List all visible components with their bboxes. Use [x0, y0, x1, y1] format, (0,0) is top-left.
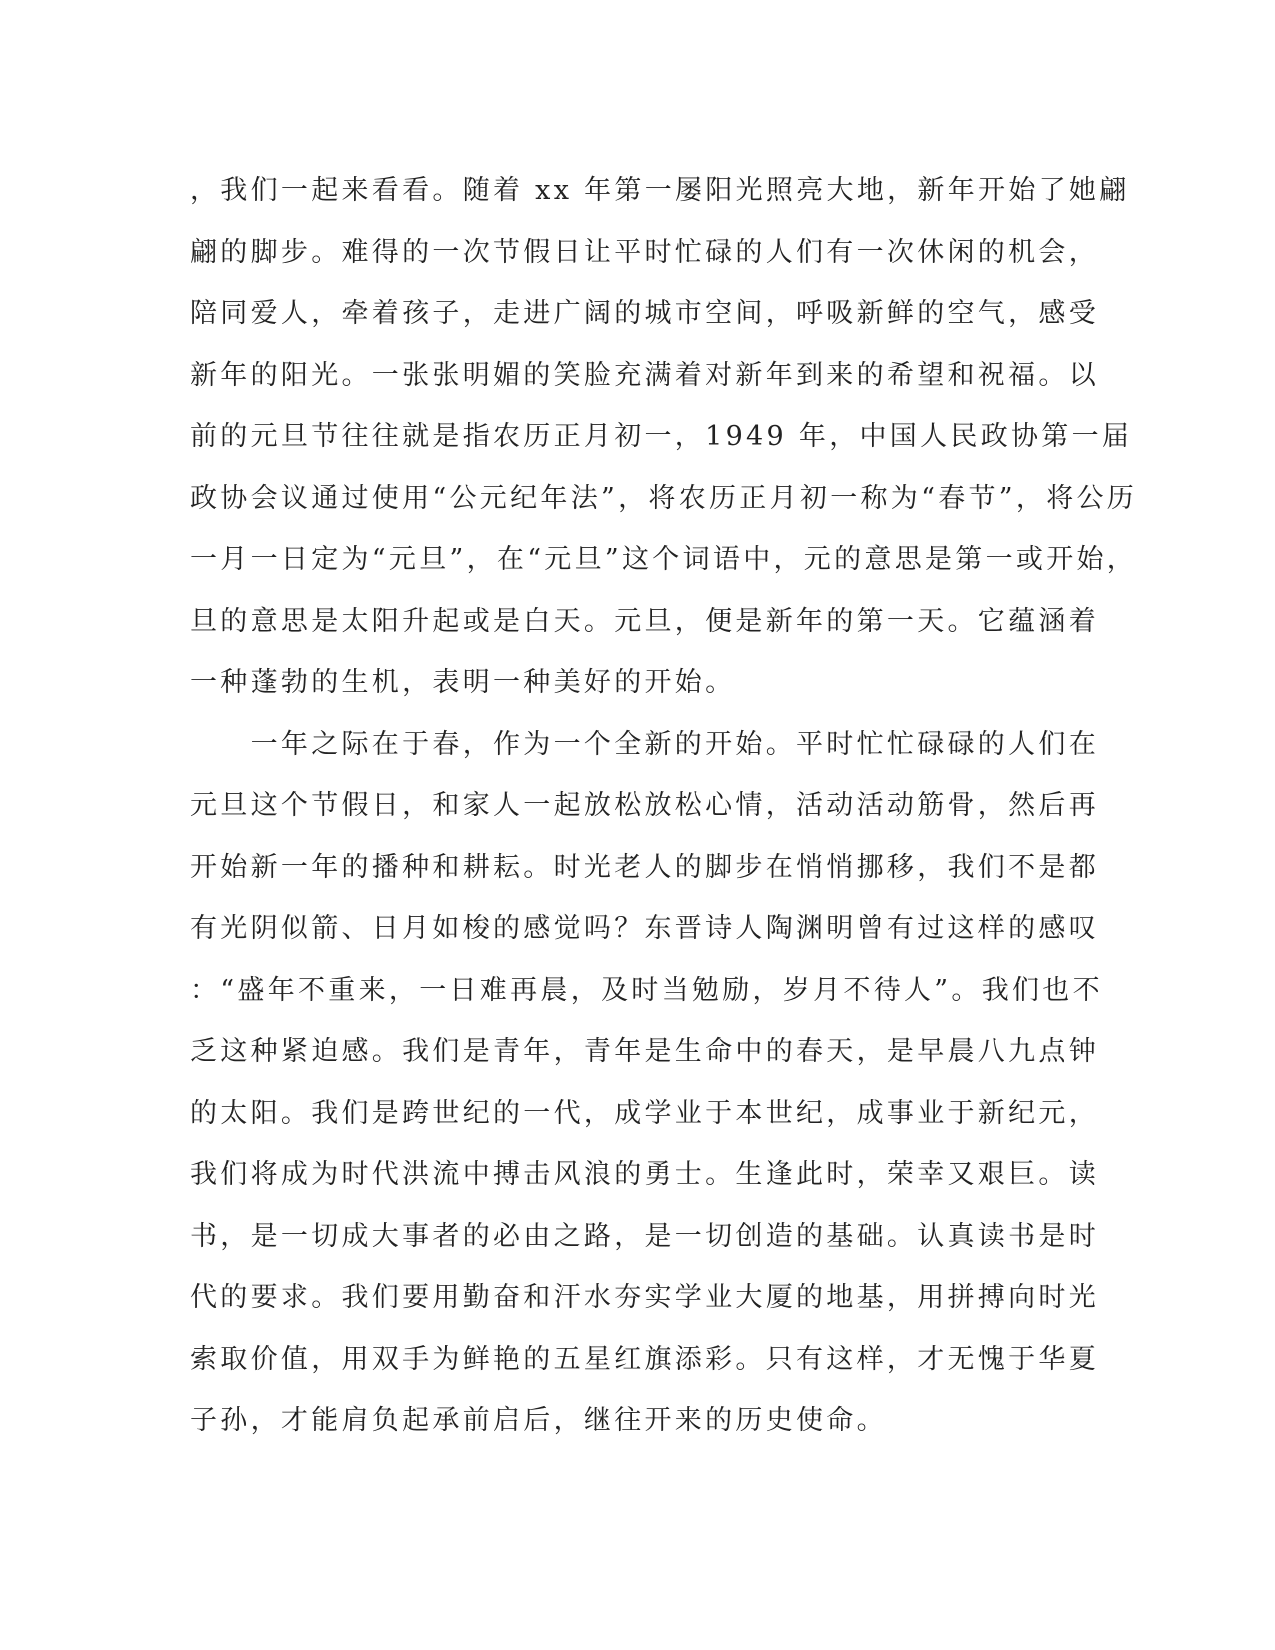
text-line: 翩的脚步。难得的一次节假日让平时忙碌的人们有一次休闲的机会， [190, 236, 1099, 268]
text-line: 旦的意思是太阳升起或是白天。元旦，便是新年的第一天。它蕴涵着 [190, 605, 1099, 637]
text-line: 索取价值，用双手为鲜艳的五星红旗添彩。只有这样，才无愧于华夏 [190, 1343, 1099, 1375]
text-line: 新年的阳光。一张张明媚的笑脸充满着对新年到来的希望和祝福。以 [190, 359, 1099, 391]
text-line: 政协会议通过使用“公元纪年法”，将农历正月初一称为“春节”，将公历 [190, 482, 1138, 514]
text-line: 的太阳。我们是跨世纪的一代，成学业于本世纪，成事业于新纪元， [190, 1097, 1099, 1129]
text-line: 前的元旦节往往就是指农历正月初一，1949 年，中国人民政协第一届 [190, 421, 1133, 452]
text-line: 一年之际在于春，作为一个全新的开始。平时忙忙碌碌的人们在 [190, 728, 1099, 760]
text-line: 陪同爱人，牵着孩子，走进广阔的城市空间，呼吸新鲜的空气，感受 [190, 298, 1099, 329]
text-line: 元旦这个节假日，和家人一起放松放松心情，活动活动筋骨，然后再 [190, 790, 1099, 821]
text-line: 书，是一切成大事者的必由之路，是一切创造的基础。认真读书是时 [190, 1220, 1099, 1252]
text-line: 一种蓬勃的生机，表明一种美好的开始。 [190, 667, 736, 698]
text-line: ：“盛年不重来，一日难再晨，及时当勉励，岁月不待人”。我们也不 [190, 974, 1103, 1006]
text-line: ，我们一起来看看。随着 xx 年第一屡阳光照亮大地，新年开始了她翩 [190, 175, 1130, 206]
text-line: 乏这种紧迫感。我们是青年，青年是生命中的春天，是早晨八九点钟 [190, 1036, 1099, 1067]
text-line: 一月一日定为“元旦”，在“元旦”这个词语中，元的意思是第一或开始， [190, 544, 1138, 575]
text-line: 子孙，才能肩负起承前启后，继往开来的历史使命。 [190, 1405, 887, 1436]
text-line: 有光阴似箭、日月如梭的感觉吗？东晋诗人陶渊明曾有过这样的感叹 [190, 913, 1099, 944]
text-line: 开始新一年的播种和耕耘。时光老人的脚步在悄悄挪移，我们不是都 [190, 851, 1099, 883]
text-line: 我们将成为时代洪流中搏击风浪的勇士。生逢此时，荣幸又艰巨。读 [190, 1159, 1099, 1190]
text-line: 代的要求。我们要用勤奋和汗水夯实学业大厦的地基，用拼搏向时光 [190, 1282, 1099, 1313]
body-text [190, 160, 1138, 1452]
